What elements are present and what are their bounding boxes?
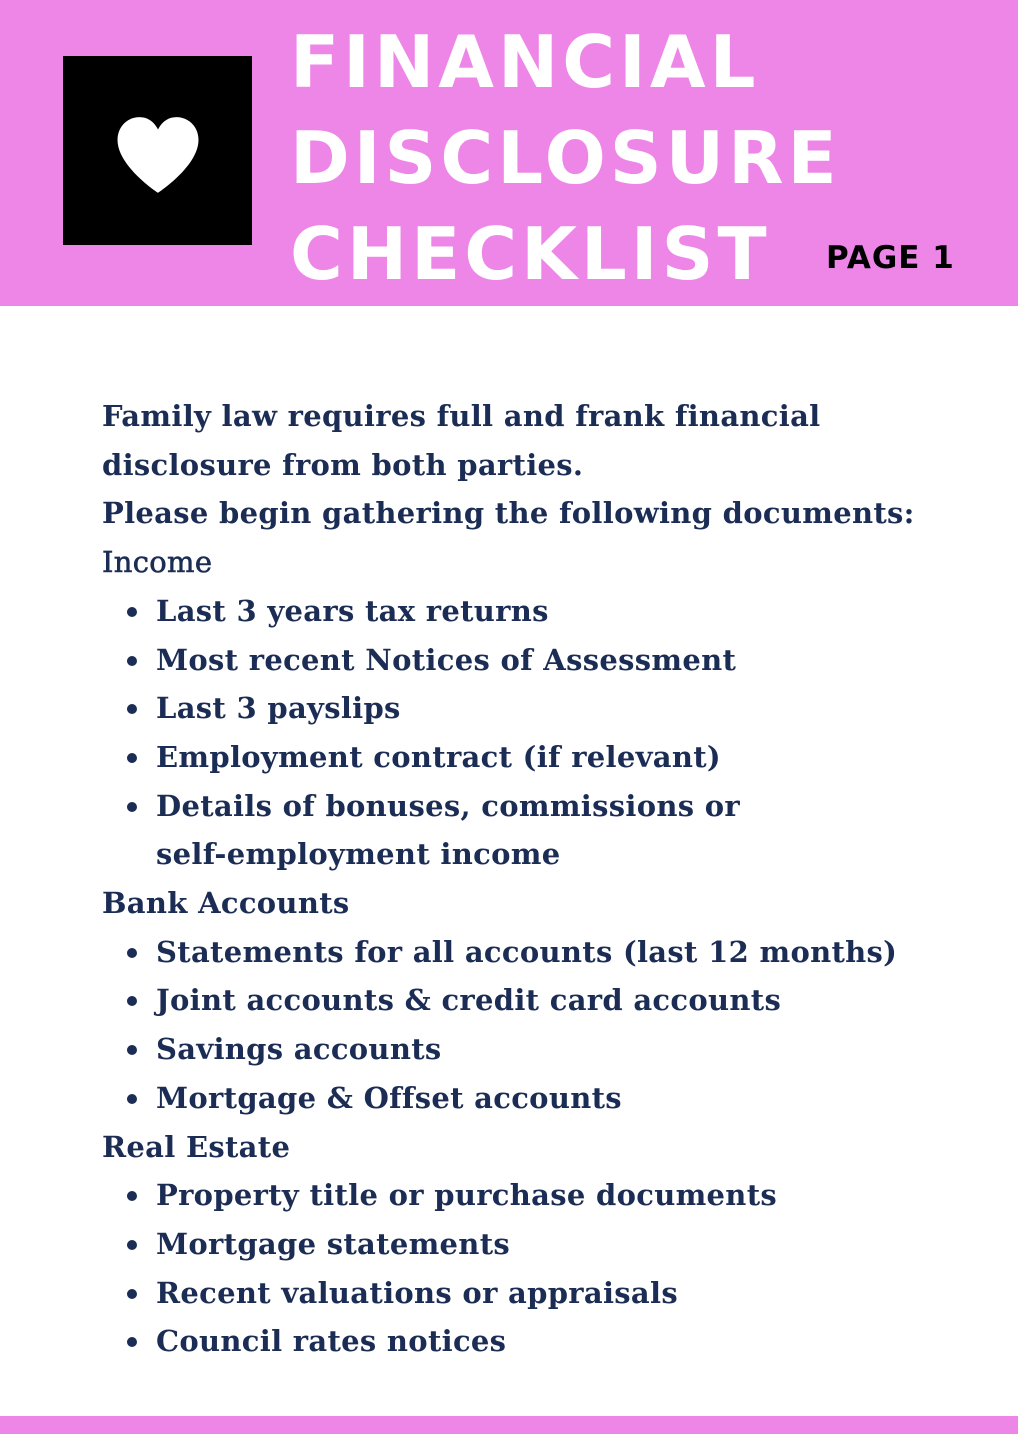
income-list [102, 587, 962, 879]
section-heading-bank-accounts: Bank Accounts [102, 886, 350, 921]
intro-line-3: Please begin gathering the following documents: [102, 496, 915, 531]
real-estate-list [102, 1171, 962, 1366]
list-item: Most recent Notices of Assessment [102, 636, 962, 685]
intro-line-1: Family law requires full and frank financial [102, 399, 821, 433]
list-item: Employment contract (if relevant) [102, 733, 962, 782]
heart-icon [114, 115, 202, 195]
checklist-content [102, 392, 962, 1366]
list-item: Property title or purchase documents [102, 1171, 962, 1220]
list-item: Recent valuations or appraisals [102, 1269, 962, 1318]
list-item: Savings accounts [102, 1025, 962, 1074]
bank-accounts-list [102, 928, 962, 1123]
list-item: Joint accounts & credit card accounts [102, 976, 962, 1025]
section-heading-income: Income [102, 545, 213, 580]
title-line-2: DISCLOSURE [290, 116, 841, 200]
title-line-1: FINANCIAL [290, 20, 760, 104]
page-label: PAGE 1 [826, 240, 955, 276]
list-item: Mortgage & Offset accounts [102, 1074, 962, 1123]
intro-line-2: disclosure from both parties. [102, 447, 584, 482]
footer-bar [0, 1416, 1018, 1434]
section-heading-real-estate: Real Estate [102, 1129, 291, 1164]
list-item: Statements for all accounts (last 12 months) [102, 928, 962, 977]
list-item: Last 3 payslips [102, 684, 962, 733]
logo [63, 56, 252, 245]
list-item: Mortgage statements [102, 1220, 962, 1269]
header-banner [0, 0, 1018, 306]
list-item: Details of bonuses, commissions or self-employment income [102, 782, 816, 879]
list-item: Council rates notices [102, 1317, 962, 1366]
list-item: Last 3 years tax returns [102, 587, 962, 636]
title-line-3: CHECKLIST [290, 212, 771, 296]
